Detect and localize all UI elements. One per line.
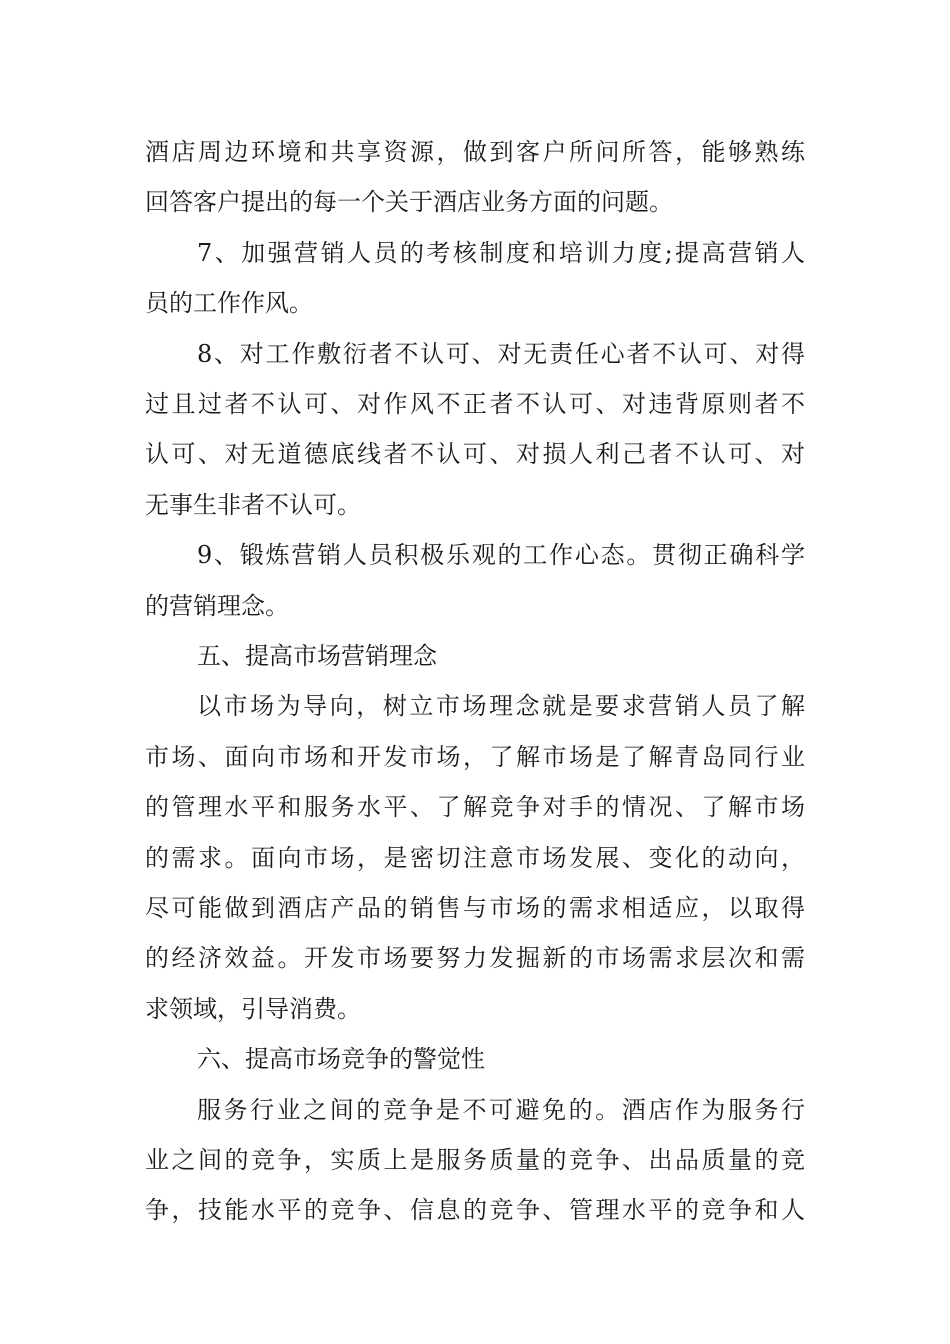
text-line: 员的工作作风。 [145, 289, 313, 317]
text-line: 争，技能水平的竞争、信息的竞争、管理水平的竞争和人 [145, 1196, 805, 1224]
text-line: 业之间的竞争，实质上是服务质量的竞争、出品质量的竞 [145, 1146, 805, 1174]
text-line: 的需求。面向市场，是密切注意市场发展、变化的动向， [145, 844, 805, 872]
text-line: 以市场为导向，树立市场理念就是要求营销人员了解 [197, 692, 805, 720]
text-line: 7、加强营销人员的考核制度和培训力度;提高营销人 [197, 239, 805, 267]
text-line: 9、锻炼营销人员积极乐观的工作心态。贯彻正确科学 [197, 541, 805, 569]
text-line: 认可、对无道德底线者不认可、对损人利己者不认可、对 [145, 440, 805, 468]
text-line: 求领域，引导消费。 [145, 995, 361, 1023]
text-line: 回答客户提出的每一个关于酒店业务方面的问题。 [145, 188, 673, 216]
text-line: 的营销理念。 [145, 592, 289, 620]
text-line: 过且过者不认可、对作风不正者不认可、对违背原则者不 [145, 390, 805, 418]
text-line: 市场、面向市场和开发市场，了解市场是了解青岛同行业 [145, 743, 805, 771]
section-heading: 六、提高市场竞争的警觉性 [197, 1045, 485, 1073]
text-line: 8、对工作敷衍者不认可、对无责任心者不认可、对得 [197, 340, 805, 368]
text-line: 尽可能做到酒店产品的销售与市场的需求相适应，以取得 [145, 894, 805, 922]
text-line: 无事生非者不认可。 [145, 491, 361, 519]
text-line: 服务行业之间的竞争是不可避免的。酒店作为服务行 [197, 1096, 805, 1124]
text-line: 酒店周边环境和共享资源，做到客户所问所答，能够熟练 [145, 138, 805, 166]
text-line: 的管理水平和服务水平、了解竞争对手的情况、了解市场 [145, 793, 805, 821]
text-line: 的经济效益。开发市场要努力发掘新的市场需求层次和需 [145, 944, 805, 972]
section-heading: 五、提高市场营销理念 [197, 642, 437, 670]
